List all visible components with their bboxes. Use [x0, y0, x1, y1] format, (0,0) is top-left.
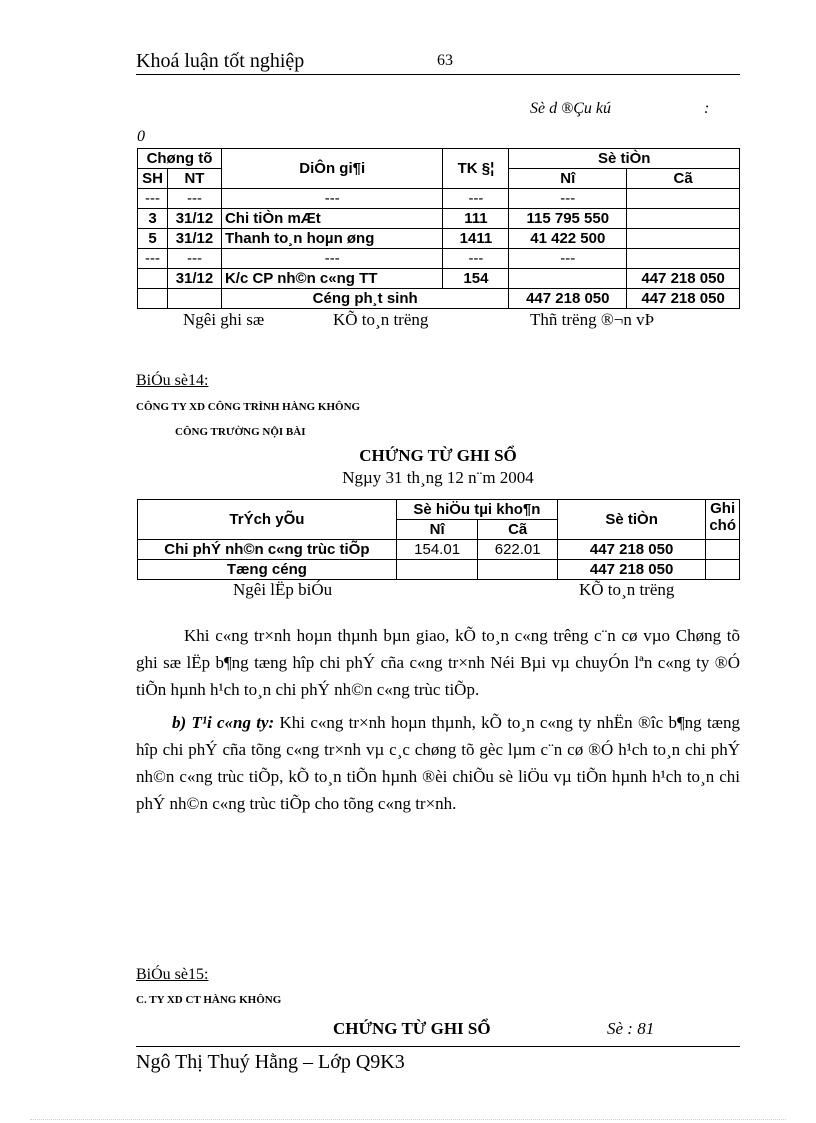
total-credit: 447 218 050: [627, 289, 740, 309]
col-trich-yeu: TrÝch yÕu: [138, 500, 397, 540]
col-so-tien: Sè tiÒn: [557, 500, 705, 540]
ledger-table: [137, 148, 740, 309]
table-row: Chi phÝ nh©n c«ng trùc tiÕp 154.01 622.01 447 218 050: [138, 540, 740, 560]
page-edge: [30, 1119, 786, 1120]
col-dien-giai: DiÔn gi¶i: [221, 149, 443, 189]
voucher-number: Sè : 81: [607, 1019, 655, 1038]
form-15-title: BiÓu sè15:: [136, 966, 209, 983]
signer-chief-accountant-2: KÕ to¸n trëng: [579, 580, 675, 599]
table-row: 5 31/12 Thanh to¸n hoµn øng 1411 41 422 500: [138, 229, 740, 249]
total-row: [138, 560, 740, 580]
signer-chief-accountant: KÕ to¸n trëng: [333, 310, 429, 329]
total-debit: 447 218 050: [509, 289, 627, 309]
opening-balance-label: Sè d ®Çu kú: [530, 100, 612, 117]
col-tk-doi-ung: TK §¦: [443, 149, 509, 189]
footer-rule: [136, 1046, 740, 1047]
signer-unit-head: Thñ trëng ®¬n vÞ: [530, 310, 655, 329]
opening-balance-value: 0: [137, 128, 145, 145]
col-sh: SH: [138, 169, 168, 189]
voucher-table: [137, 499, 740, 580]
site-name: CÔNG TRƯỜNG NỘI BÀI: [175, 426, 306, 438]
col-nt: NT: [167, 169, 221, 189]
col-no: Nî: [396, 520, 478, 540]
table-row: --- --- --- --- ---: [138, 189, 740, 209]
voucher-title-2: CHỨNG TỪ GHI SỔ: [333, 1019, 491, 1038]
total-label: Céng ph¸t sinh: [221, 289, 508, 309]
company-name: CÔNG TY XD CÔNG TRÌNH HÀNG KHÔNG: [136, 401, 361, 413]
paragraph-company-lead: b) T¹i c«ng ty:: [172, 713, 275, 732]
table-row: 31/12 K/c CP nh©n c«ng TT 154 447 218 050: [138, 269, 740, 289]
voucher-title: CHỨNG TỪ GHI SỔ: [359, 446, 517, 465]
opening-balance-colon: :: [704, 100, 710, 117]
col-so-tien: Sè tiÒn: [509, 149, 740, 169]
total-value: 447 218 050: [557, 560, 705, 580]
col-co: Cã: [478, 520, 558, 540]
paragraph-company-text: Khi c«ng tr×nh hoµn thµnh, kÕ to¸n c«ng ty nhËn ®îc b¶ng tæng hîp chi phÝ cña tõng c«ng tr×nh vµ c¸c chøng tõ gèc lµm c¨n cø ®Ó h¹ch to¸n chi phÝ nh©n c«ng trùc tiÕp, kÕ to¸n tiÕn hµnh ®èi chiÕu sè liÖu vµ tiÕn hµnh h¹ch to¸n chi phÝ nh©n c«ng trùc tiÕp cho tõng c«ng tr×nh.: [136, 713, 741, 813]
paragraph-company: [136, 709, 740, 817]
page-number: 63: [437, 52, 453, 69]
col-no: Nî: [509, 169, 627, 189]
company-short-name: C. TY XD CT HÀNG KHÔNG: [136, 994, 282, 1006]
paragraph-site-handover: Khi c«ng tr×nh hoµn thµnh bµn giao, kÕ to¸n c«ng trêng c¨n cø vµo Chøng tõ ghi sæ lËp b¶ng tæng hîp chi phÝ cña c«ng tr×nh Néi Bµi vµ chuyÓn lªn c«ng ty ®Ó tiÕn hµnh h¹ch to¸n chi phÝ nh©n c«ng trùc tiÕp.: [136, 626, 740, 699]
signer-preparer: Ngêi lËp biÓu: [233, 580, 333, 599]
header-title: Khoá luận tốt nghiệp: [136, 50, 305, 72]
total-label: Tæng céng: [138, 560, 397, 580]
table-row: --- --- --- --- ---: [138, 249, 740, 269]
footer-author: Ngô Thị Thuý Hằng – Lớp Q9K3: [136, 1051, 405, 1073]
total-row: [138, 289, 740, 309]
signer-recorder: Ngêi ghi sæ: [183, 310, 265, 329]
col-chung-tu: Chøng tõ: [138, 149, 222, 169]
voucher-date: Ngµy 31 th¸ng 12 n¨m 2004: [342, 468, 534, 487]
col-ghi-chu: Ghi chó: [706, 500, 740, 540]
form-14-title: BiÓu sè14:: [136, 372, 209, 389]
col-co: Cã: [627, 169, 740, 189]
table-row: 3 31/12 Chi tiÒn mÆt 111 115 795 550: [138, 209, 740, 229]
col-so-hieu-tk: Sè hiÖu tµi kho¶n: [396, 500, 557, 520]
header-rule: [136, 74, 740, 75]
